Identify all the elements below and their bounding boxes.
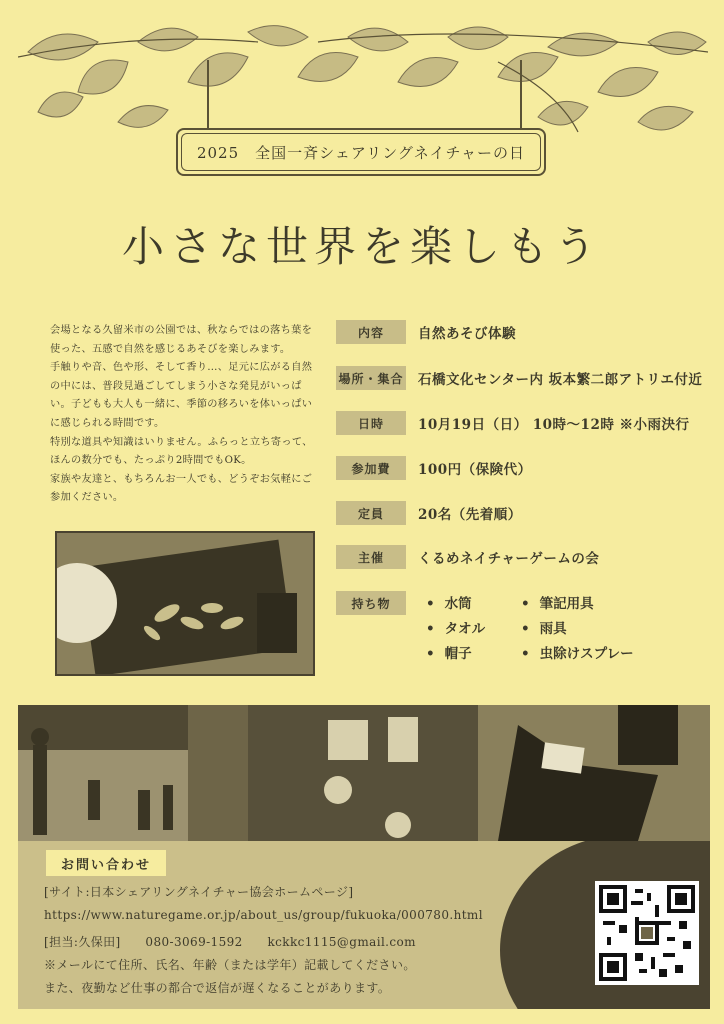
detail-value: 10月19日（日） 10時～12時 ※小雨決行 [418,417,690,433]
detail-row-organizer [336,545,599,569]
activity-photo-strip [18,705,710,841]
description-line: 使った、五感で自然を感じるあそびを楽しみます。 [50,343,291,355]
detail-row-belongings [336,591,406,615]
detail-row-location [336,366,702,390]
detail-value: くるめネイチャーゲームの会 [418,551,600,567]
contact-note: ※メールにて住所、氏名、年齢（または学年）記載してください。 [44,958,416,972]
description-line: ほんの数分でも、たっぷり2時間でもOK。 [50,455,252,467]
detail-label: 持ち物 [336,591,406,615]
page-title: 小さな世界を楽しもう [121,222,602,271]
detail-row-datetime [336,411,690,435]
contact-url[interactable]: https://www.naturegame.or.jp/about_us/group/fukuoka/000780.html [44,908,483,922]
detail-label: 主催 [336,545,406,569]
banner-text: 2025 全国一斉シェアリングネイチャーの日 [196,143,526,162]
detail-label: 定員 [336,501,406,525]
contact-heading: お問い合わせ [46,850,166,876]
detail-value: 石橋文化センター内 坂本繁二郎アトリエ付近 [418,372,703,388]
description-line: 参加ください。 [50,492,124,504]
description-line: に感じられる時間です。 [50,417,165,429]
belonging-item: • 水筒 [426,592,472,612]
detail-value: 自然あそび体験 [418,326,516,342]
description-line: の中には、普段見過ごしてしまう小さな発見がいっぱ [50,380,302,392]
belonging-item: • 筆記用具 [521,592,594,612]
contact-person: [担当:久保田] 080-3069-1592 kckkc1115@gmail.com [44,935,416,949]
detail-value: 100円（保険代） [418,462,532,478]
description-line: い。子どもも大人も一緒に、季節の移ろいを体いっぱい [50,399,313,411]
description-line: 特別な道具や知識はいりません。ふらっと立ち寄って、 [50,436,313,448]
leaf-activity-photo [55,531,315,676]
belonging-item: • 雨具 [521,617,567,637]
detail-row-fee [336,456,532,480]
contact-site: [サイト:日本シェアリングネイチャー協会ホームページ] [44,885,354,899]
qr-code[interactable] [595,881,699,985]
belonging-item: • 帽子 [426,642,472,662]
belonging-item: • タオル [426,617,485,637]
description-line: 家族や友達と、もちろんお一人でも、どうぞお気軽にご [50,473,313,485]
belonging-item: • 虫除けスプレー [521,642,634,662]
contact-note: また、夜勤など仕事の都合で返信が遅くなることがあります。 [44,981,391,995]
description [50,322,315,508]
contact-section [18,841,710,1009]
detail-row-capacity [336,501,522,525]
detail-label: 場所・集合 [336,366,406,390]
detail-label: 参加費 [336,456,406,480]
detail-label: 日時 [336,411,406,435]
detail-row-content [336,320,516,344]
detail-value: 20名（先着順） [418,507,522,523]
event-banner [176,128,546,176]
description-line: 手触りや音、色や形、そして香り…、足元に広がる自然 [50,362,313,374]
description-line: 会場となる久留米市の公園では、秋ならではの落ち葉を [50,325,313,336]
detail-label: 内容 [336,320,406,344]
